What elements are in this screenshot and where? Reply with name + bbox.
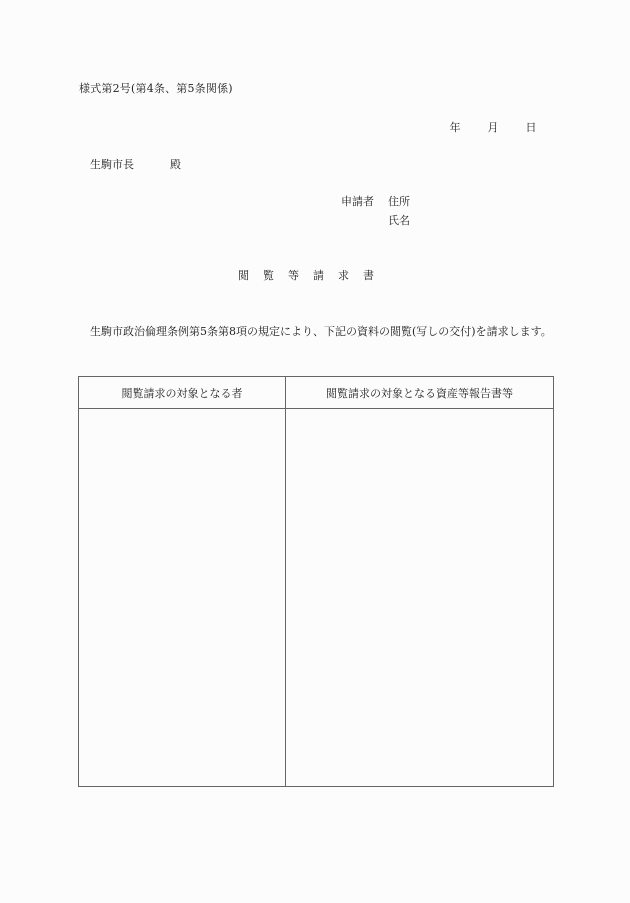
applicant-label: 申請者 xyxy=(341,195,374,208)
cell-target-report xyxy=(286,409,554,787)
year-label: 年 xyxy=(449,121,461,134)
day-label: 日 xyxy=(525,121,537,134)
table-row xyxy=(79,409,554,787)
form-number: 様式第2号(第4条、第5条関係) xyxy=(79,82,233,95)
header-target-report: 閲覧請求の対象となる資産等報告書等 xyxy=(286,377,554,409)
header-target-person: 閲覧請求の対象となる者 xyxy=(79,377,286,409)
date-line xyxy=(446,119,537,135)
addressee xyxy=(90,156,181,172)
body-text: 生駒市政治倫理条例第5条第8項の規定により、下記の資料の閲覧(写しの交付)を請求します。 xyxy=(90,325,552,338)
addressee-honorific: 殿 xyxy=(170,158,181,171)
month-label: 月 xyxy=(487,121,499,134)
table-header-row xyxy=(79,377,554,409)
name-label: 氏名 xyxy=(388,214,410,227)
request-table xyxy=(78,376,554,787)
document-title: 閲覧等請求書 xyxy=(238,269,388,282)
address-label: 住所 xyxy=(388,195,410,208)
cell-target-person xyxy=(79,409,286,787)
addressee-name: 生駒市長 xyxy=(90,158,134,171)
